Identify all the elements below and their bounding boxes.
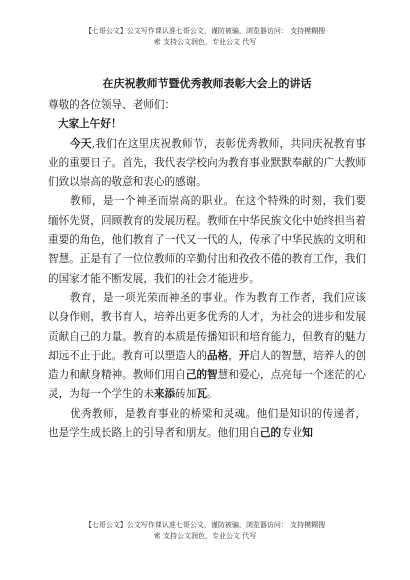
paragraph-3-text-g: 。 bbox=[206, 388, 218, 401]
paragraph-4-bold-2: 知 bbox=[302, 427, 313, 440]
paragraph-3-text-d: 启人的智慧，培养人的创造力和献身精神。教师们用自 bbox=[48, 349, 367, 382]
header-banner-line1: 【七哥公文】公文写作课认准七哥公文，谨防被骗，浏览器访问： 支持模糊搜 bbox=[84, 27, 326, 35]
paragraph-3-text-a: 教育，是一项光荣而神圣的事业。作为教育工作者，我们应该以身作则，教书育人，培养出更多优秀的人才，为社会的进步和发展贡献自己的力量。教育的本质是传播知识和培育能力，但教育的魅力却远不止于此。教育可以塑造人的 bbox=[48, 291, 366, 362]
paragraph-4-bold-1: 己的 bbox=[259, 427, 282, 440]
header-banner bbox=[0, 26, 410, 48]
paragraph-4-text-c: 专业 bbox=[281, 427, 303, 440]
document-body bbox=[48, 74, 366, 443]
greeting: 大家上午好！ bbox=[58, 118, 122, 131]
paragraph-3-bold-2: 开 bbox=[238, 349, 250, 362]
paragraph-2: 教师，是一个神圣而崇高的职业。在这个特殊的时刻，我们要缅怀先贤，回顾教育的发展历程。教师在中华民族文化中始终担当着重要的角色，他们教育了一代又一代的人，传承了中华民族的文明和智慧。正是有了一位位教师的辛勤付出和孜孜不倦的教育工作，我们的国家才能不断发展，我们的社会才能进步。 bbox=[48, 195, 366, 285]
paragraph-3-bold-3: 己的智 bbox=[185, 369, 218, 382]
paragraph-3-text-e: 慧和爱心，点亮每一个迷茫的心灵，为每一个学生的未 bbox=[48, 369, 367, 401]
paragraph-4 bbox=[48, 405, 366, 444]
footer-banner-line2: 索 支持公文润色，专业公文 代写 bbox=[153, 532, 257, 540]
paragraph-4-text-a: 优秀教师，是教育事业的桥梁和灵魂。他们是知识的传递者，也是学生成长路上的引导者和朋友。他们用自 bbox=[48, 407, 366, 440]
footer-banner bbox=[0, 520, 410, 542]
paragraph-3-text-c: ， bbox=[228, 349, 239, 362]
paragraph-3-bold-1: 品格 bbox=[207, 349, 229, 362]
paragraph-1 bbox=[48, 135, 366, 193]
paragraph-1-lead: 今天 bbox=[70, 137, 92, 150]
paragraph-3-text-f: 砖加 bbox=[175, 388, 197, 401]
salutation: 尊敬的各位领导、老师们： bbox=[48, 99, 176, 111]
paragraph-3 bbox=[48, 289, 366, 405]
document-title: 在庆祝教师节暨优秀教师表彰大会上的讲话 bbox=[102, 77, 312, 90]
header-banner-line2: 索 支持公文润色，专业公文 代写 bbox=[153, 38, 257, 46]
paragraph-3-bold-5: 瓦 bbox=[196, 388, 207, 401]
paragraph-1-text: ,我们在这里庆祝教师节，表彰优秀教师，共同庆祝教育事业的重要日子。首先，我代表学校向为教育事业默默奉献的广大教师们致以崇高的敬意和衷心的感谢。 bbox=[48, 137, 367, 189]
footer-banner-line1: 【七哥公文】公文写作课认准七哥公文，谨防被骗，浏览器访问： 支持模糊搜 bbox=[84, 521, 326, 529]
paragraph-3-bold-4: 来添 bbox=[153, 388, 176, 401]
